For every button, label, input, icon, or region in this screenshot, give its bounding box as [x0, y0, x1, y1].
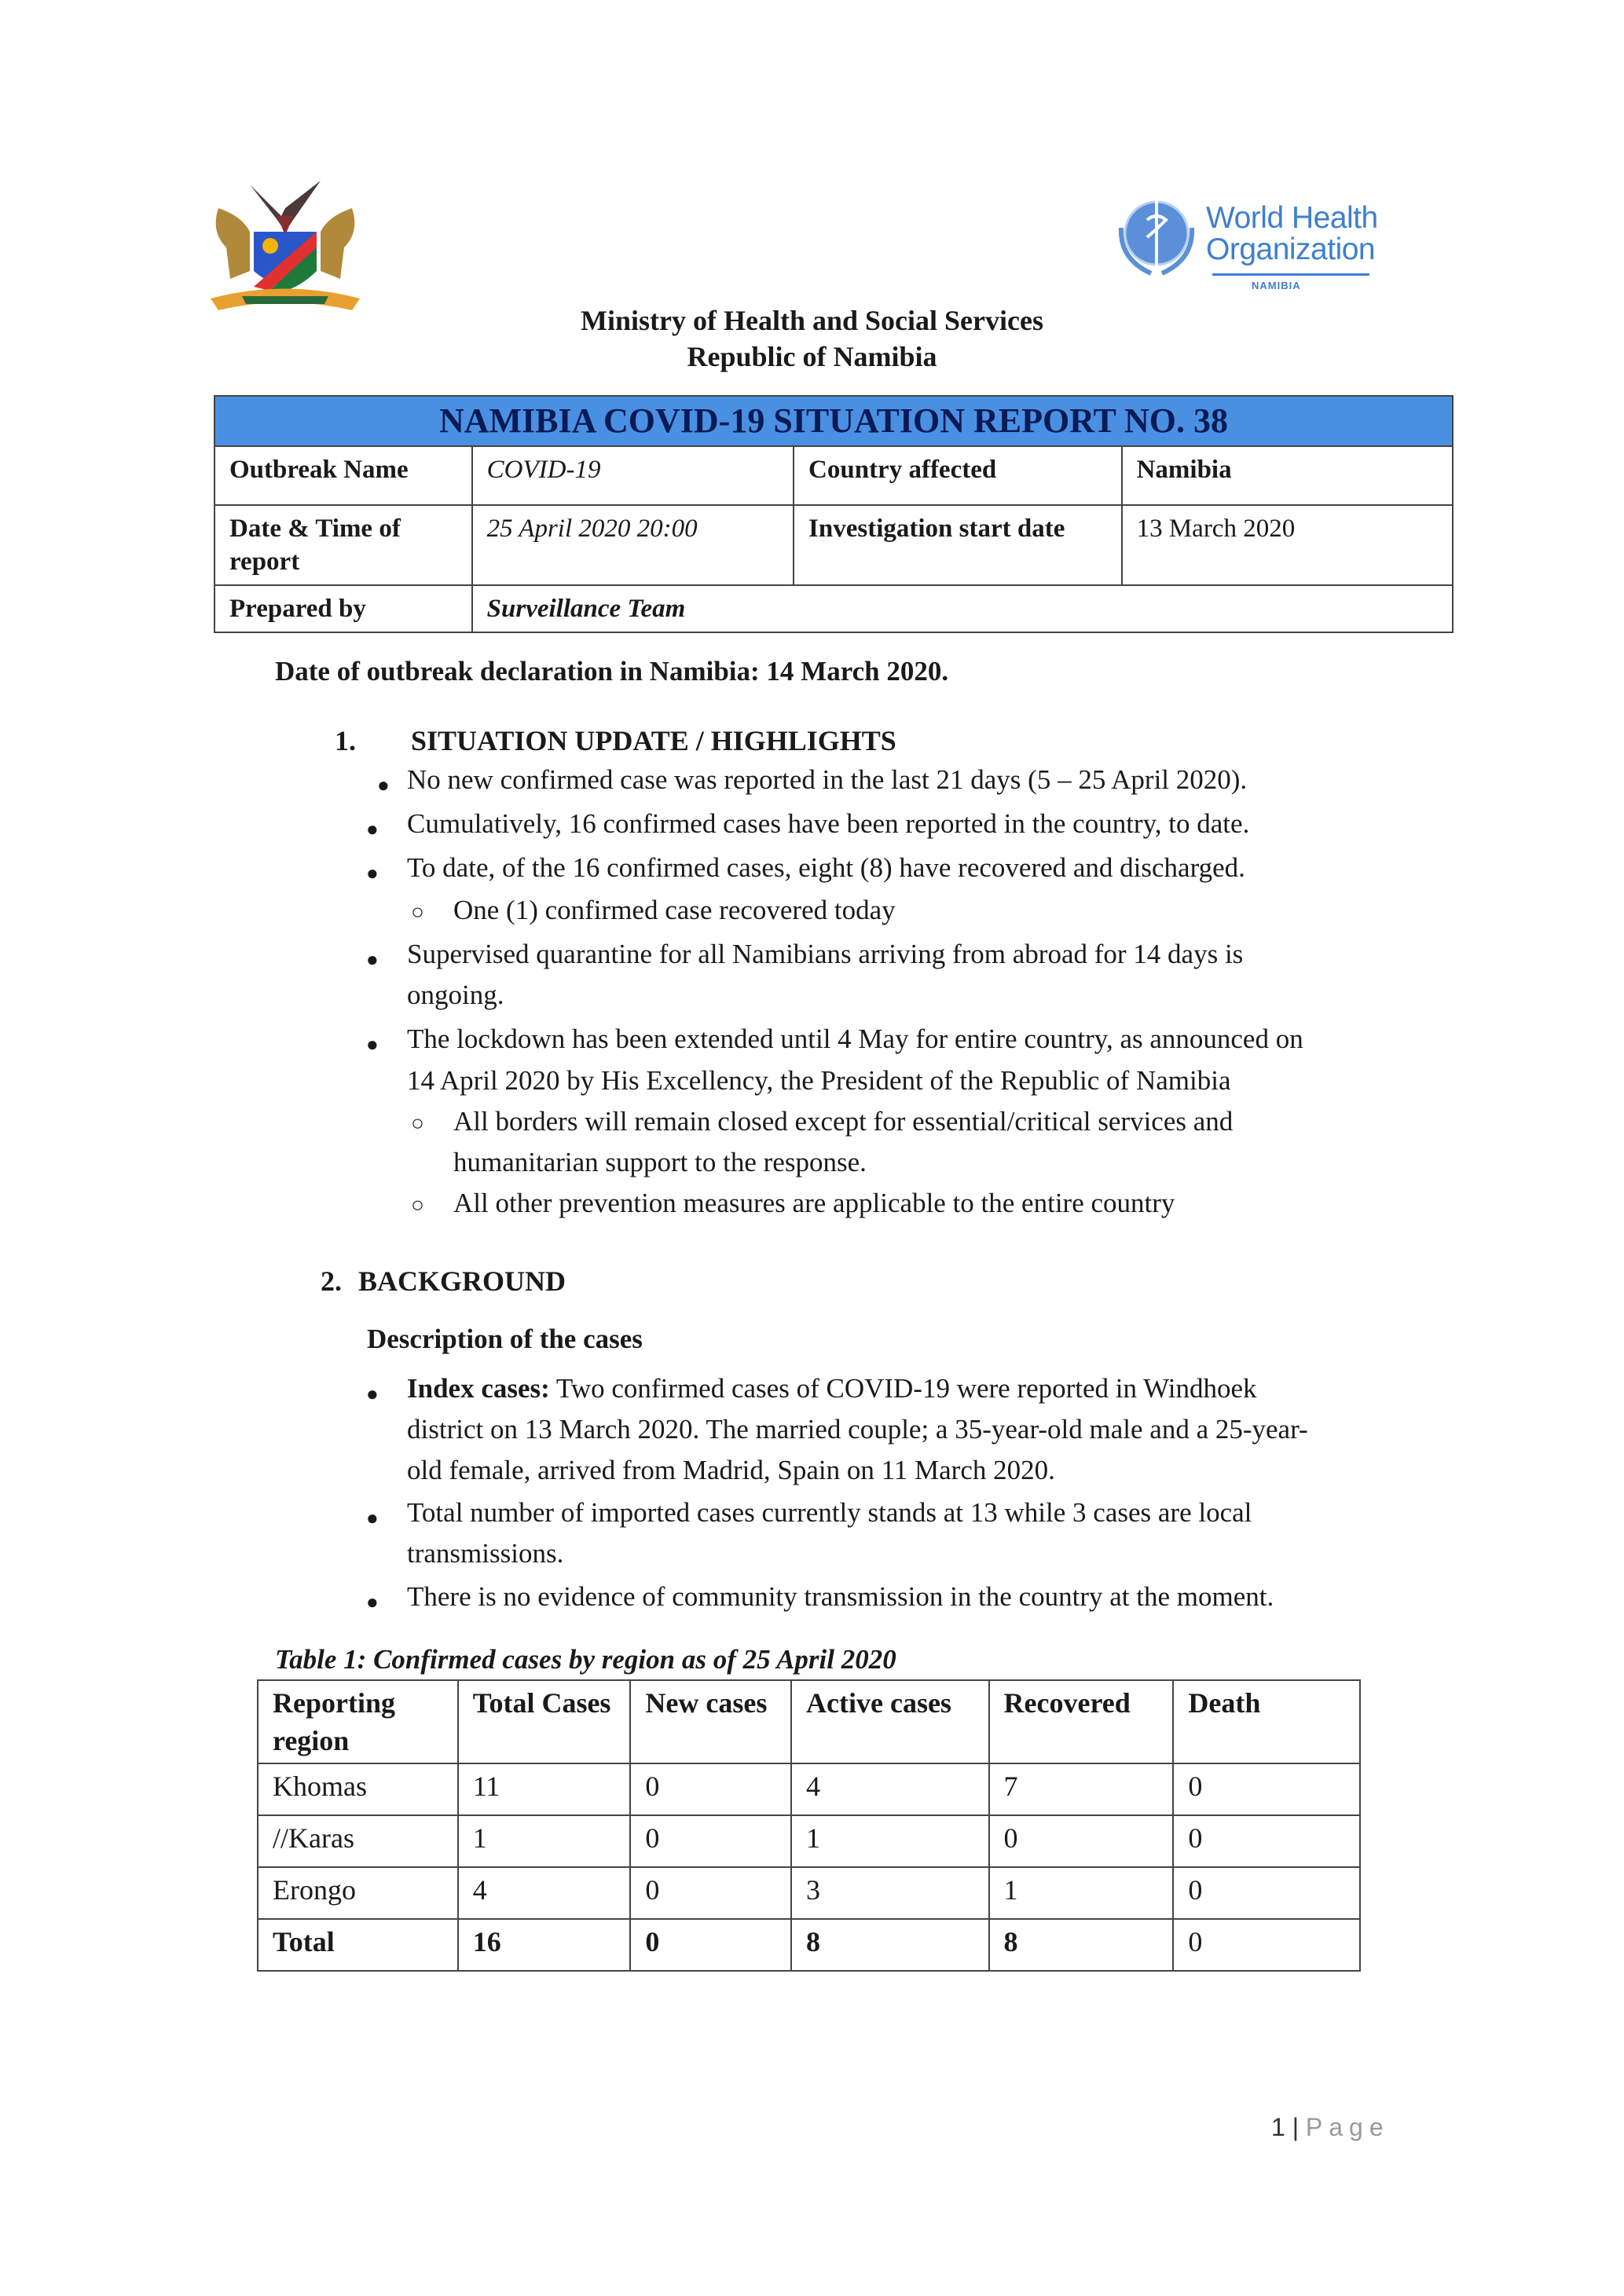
bullet-icon: ● — [366, 1382, 379, 1405]
total-cell: 16 — [458, 1919, 631, 1971]
datetime-label: Date & Time of report — [214, 505, 472, 585]
total-label-cell: Total — [258, 1919, 458, 1971]
highlight-5-sub1: All borders will remain closed except for essential/critical services and — [453, 1106, 1234, 1137]
highlight-5-sub1-cont: humanitarian support to the response. — [453, 1147, 867, 1177]
col-total-cases: Total Cases — [458, 1680, 631, 1763]
page-separator: | — [1292, 2113, 1299, 2141]
col-recovered: Recovered — [989, 1680, 1174, 1763]
col-death: Death — [1173, 1680, 1360, 1763]
total-row — [258, 1919, 1360, 1971]
table-row — [258, 1763, 1360, 1815]
bullet-icon: ● — [366, 1507, 379, 1529]
outbreak-declaration: Date of outbreak declaration in Namibia: 14 March 2020. — [275, 656, 949, 687]
highlight-2: Cumulatively, 16 confirmed cases have been reported in the country, to date. — [407, 808, 1250, 839]
highlight-5-sub2: All other prevention measures are applicable to the entire country — [453, 1188, 1175, 1218]
report-info-table — [214, 395, 1454, 633]
death-cell: 0 — [1173, 1919, 1360, 1971]
prepared-by-label: Prepared by — [214, 585, 472, 632]
table-row — [258, 1867, 1360, 1919]
datetime-value: 25 April 2020 20:00 — [472, 505, 794, 585]
section1-number: 1. — [335, 725, 356, 756]
bullet-icon: ● — [366, 1033, 379, 1056]
death-cell: 0 — [1173, 1763, 1360, 1815]
outbreak-name-label: Outbreak Name — [214, 446, 472, 505]
active-cell: 1 — [791, 1815, 989, 1867]
death-cell: 0 — [1173, 1867, 1360, 1919]
total-cell: 11 — [458, 1763, 631, 1815]
col-reporting-region: Reporting region — [258, 1680, 458, 1763]
highlight-5: The lockdown has been extended until 4 May for entire country, as announced on — [407, 1023, 1303, 1054]
investigation-value: 13 March 2020 — [1122, 505, 1453, 585]
who-emblem-icon — [1112, 189, 1202, 279]
highlight-4-cont: ongoing. — [407, 980, 504, 1010]
col-active-cases: Active cases — [791, 1680, 989, 1763]
highlight-3: To date, of the 16 confirmed cases, eight (8) have recovered and discharged. — [407, 852, 1245, 883]
recovered-cell: 0 — [989, 1815, 1174, 1867]
table-row — [258, 1815, 1360, 1867]
ministry-header — [0, 302, 1624, 375]
section2-number: 2. — [321, 1265, 342, 1297]
who-line2: Organization — [1206, 233, 1376, 266]
circle-bullet-icon: ○ — [411, 900, 424, 925]
page-number — [1271, 2113, 1390, 2142]
report-title: NAMIBIA COVID-19 SITUATION REPORT NO. 38 — [214, 396, 1453, 446]
total-cell: 4 — [458, 1867, 631, 1919]
namibia-coat-of-arms-icon — [195, 161, 376, 318]
bullet-icon: ● — [377, 774, 390, 796]
page-label: Page — [1305, 2113, 1390, 2141]
region-cell: //Karas — [258, 1815, 458, 1867]
highlight-3-sub: One (1) confirmed case recovered today — [453, 895, 896, 925]
index-cases-line2: district on 13 March 2020. The married couple; a 35-year-old male and a 25-year- — [407, 1414, 1308, 1445]
ministry-name: Ministry of Health and Social Services — [581, 305, 1043, 336]
cases-by-region-table — [257, 1679, 1361, 1972]
index-cases-label: Index cases: — [407, 1373, 550, 1404]
imported-cases-line2: transmissions. — [407, 1538, 564, 1569]
who-line1: World Health — [1206, 201, 1378, 235]
active-cell: 3 — [791, 1867, 989, 1919]
outbreak-name-value: COVID-19 — [472, 446, 794, 505]
section2-title: BACKGROUND — [358, 1265, 566, 1297]
highlight-1: No new confirmed case was reported in the last 21 days (5 – 25 April 2020). — [407, 764, 1248, 795]
country-value: Namibia — [1122, 446, 1453, 505]
col-new-cases: New cases — [630, 1680, 791, 1763]
bullet-icon: ● — [366, 1591, 379, 1613]
description-heading: Description of the cases — [367, 1324, 643, 1354]
highlight-5-cont: 14 April 2020 by His Excellency, the President of the Republic of Namibia — [407, 1065, 1231, 1096]
recovered-cell: 1 — [989, 1867, 1174, 1919]
bullet-icon: ● — [366, 862, 379, 884]
region-cell: Erongo — [258, 1867, 458, 1919]
community-transmission: There is no evidence of community transmission in the country at the moment. — [407, 1581, 1274, 1612]
prepared-by-value: Surveillance Team — [472, 585, 1453, 632]
who-divider — [1212, 273, 1369, 276]
table1-caption: Table 1: Confirmed cases by region as of 25 April 2020 — [275, 1644, 896, 1675]
circle-bullet-icon: ○ — [411, 1193, 424, 1218]
death-cell: 0 — [1173, 1815, 1360, 1867]
who-logo — [1112, 189, 1379, 298]
index-cases-line3: old female, arrived from Madrid, Spain on 11 March 2020. — [407, 1455, 1055, 1485]
new-cell: 0 — [630, 1919, 791, 1971]
recovered-cell: 7 — [989, 1763, 1174, 1815]
new-cell: 0 — [630, 1867, 791, 1919]
index-cases-line1: Index cases: Two confirmed cases of COVID-19 were reported in Windhoek — [407, 1373, 1257, 1404]
active-cell: 4 — [791, 1763, 989, 1815]
investigation-label: Investigation start date — [794, 505, 1122, 585]
section2-heading — [321, 1265, 566, 1298]
region-cell: Khomas — [258, 1763, 458, 1815]
section1-title: SITUATION UPDATE / HIGHLIGHTS — [411, 725, 896, 756]
circle-bullet-icon: ○ — [411, 1111, 424, 1136]
total-cell: 1 — [458, 1815, 631, 1867]
imported-cases-line1: Total number of imported cases currently stands at 13 while 3 cases are local — [407, 1497, 1252, 1528]
who-country: NAMIBIA — [1252, 280, 1301, 291]
republic-name: Republic of Namibia — [687, 341, 937, 372]
bullet-icon: ● — [366, 948, 379, 971]
recovered-cell: 8 — [989, 1919, 1174, 1971]
active-cell: 8 — [791, 1919, 989, 1971]
page-number-value: 1 — [1271, 2113, 1285, 2141]
highlight-4: Supervised quarantine for all Namibians arriving from abroad for 14 days is — [407, 939, 1244, 969]
bullet-icon: ● — [366, 818, 379, 840]
new-cell: 0 — [630, 1815, 791, 1867]
new-cell: 0 — [630, 1763, 791, 1815]
country-label: Country affected — [794, 446, 1122, 505]
